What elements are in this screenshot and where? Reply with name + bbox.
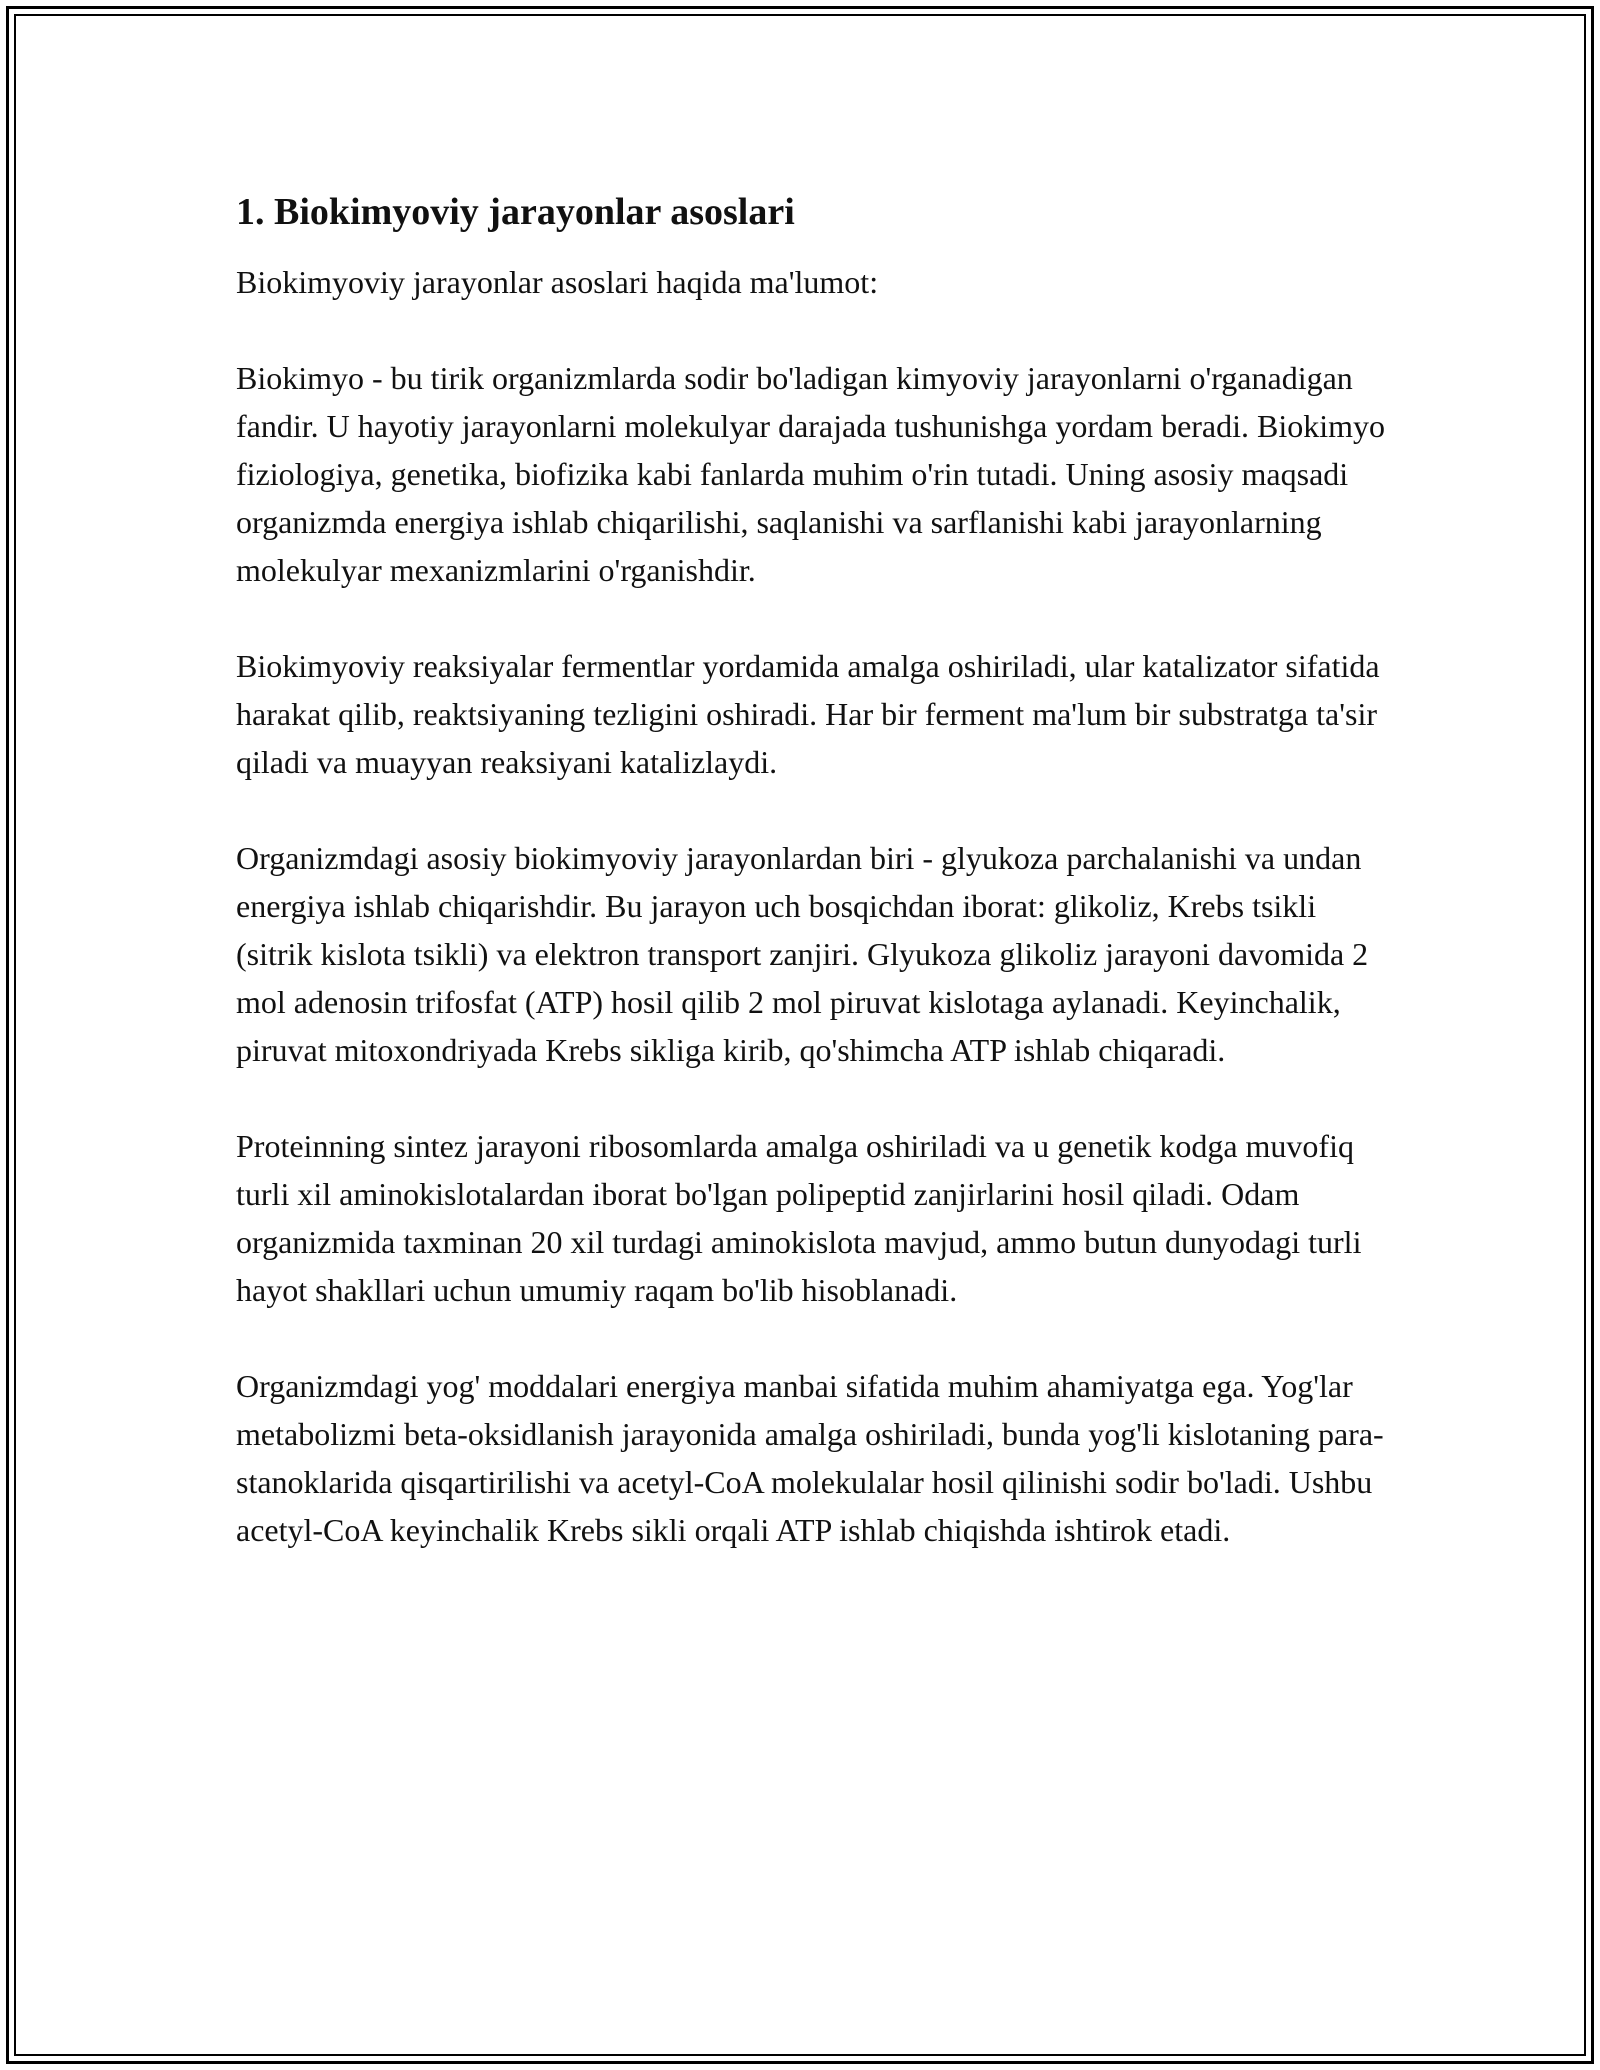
section-heading: 1. Biokimyoviy jarayonlar asoslari [236, 191, 795, 233]
paragraph: Biokimyoviy reaksiyalar fermentlar yordamida amalga oshiriladi, ular katalizator sifatida harakat qilib, reaktsiyaning tezligini oshiradi. Har bir ferment ma'lum bir substratga ta'sir qiladi va muayyan reaksiyani katalizlaydi. [236, 648, 1380, 780]
document-body [236, 188, 1386, 1602]
paragraph: Organizmdagi asosiy biokimyoviy jarayonlardan biri - glyukoza parchalanishi va undan energiya ishlab chiqarishdir. Bu jarayon uch bosqichdan iborat: glikoliz, Krebs tsikli (sitrik kislota tsikli) va elektron transport zanjiri. Glyukoza glikoliz jarayoni davomida 2 mol adenosin trifosfat (ATP) hosil qilib 2 mol piruvat kislotaga aylanadi. Keyinchalik, piruvat mitoxondriyada Krebs sikliga kirib, qo'shimcha ATP ishlab chiqaradi. [236, 840, 1369, 1068]
paragraph: Proteinning sintez jarayoni ribosomlarda amalga oshiriladi va u genetik kodga muvofiq turli xil aminokislotalardan iborat bo'lgan polipeptid zanjirlarini hosil qiladi. Odam organizmida taxminan 20 xil turdagi aminokislota mavjud, ammo butun dunyodagi turli hayot shakllari uchun umumiy raqam bo'lib hisoblanadi. [236, 1128, 1362, 1308]
paragraph: Organizmdagi yog' moddalari energiya manbai sifatida muhim ahamiyatga ega. Yog'lar metabolizmi beta-oksidlanish jarayonida amalga oshiriladi, bunda yog'li kislotaning para-stanoklarida qisqartirilishi va acetyl-CoA molekulalar hosil qilinishi sodir bo'ladi. Ushbu acetyl-CoA keyinchalik Krebs sikli orqali ATP ishlab chiqishda ishtirok etadi. [236, 1368, 1384, 1548]
paragraph: Biokimyo - bu tirik organizmlarda sodir bo'ladigan kimyoviy jarayonlarni o'rganadigan fandir. U hayotiy jarayonlarni molekulyar darajada tushunishga yordam beradi. Biokimyo fiziologiya, genetika, biofizika kabi fanlarda muhim o'rin tutadi. Uning asosiy maqsadi organizmda energiya ishlab chiqarilishi, saqlanishi va sarflanishi kabi jarayonlarning molekulyar mexanizmlarini o'rganishdir. [236, 360, 1386, 588]
intro-line: Biokimyoviy jarayonlar asoslari haqida ma'lumot: [236, 264, 879, 300]
